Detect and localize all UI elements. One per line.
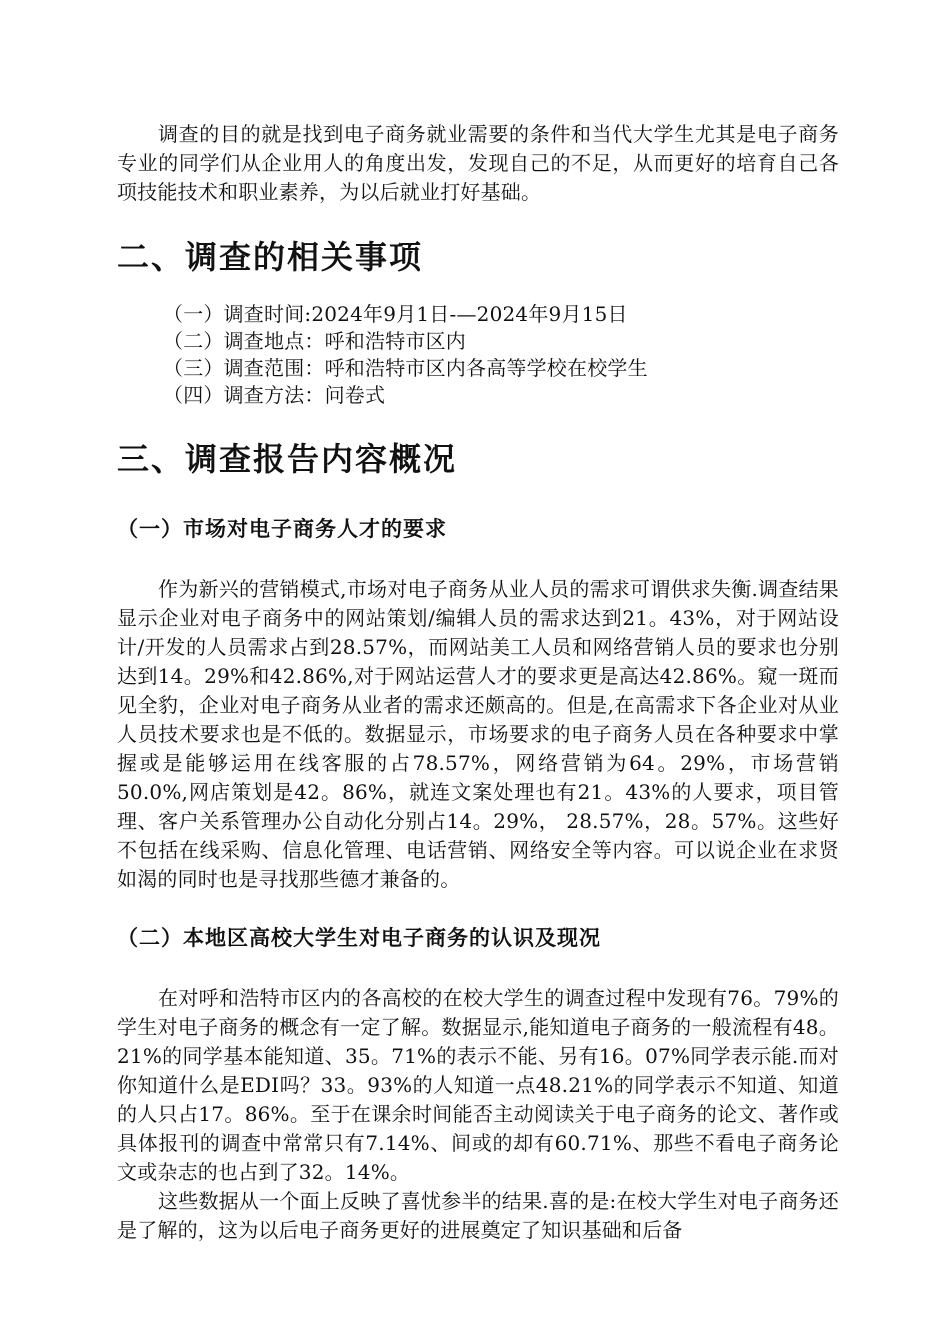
section2-heading: 二、调查的相关事项 bbox=[117, 238, 424, 276]
market-requirements-paragraph: 作为新兴的营销模式,市场对电子商务从业人员的需求可谓供求失衡.调查结果显示企业对电子商务中的网站策划/编辑人员的需求达到21。43%，对于网站设计/开发的人员需求占到28.57%，而网站美工人员和网络营销人员的要求也分别达到14。29%和42.86%,对于网站运营人才的要求更是高达42.86%。窥一斑而见全豹，企业对电子商务从业者的需求还颇高的。但是,在高需求下各企业对从业人员技术要求也是不低的。数据显示，市场要求的电子商务人员在各种要求中掌握或是能够运用在线客服的占78.57%，网络营销为64。29%，市场营销50.0%,网店策划是42。86%，就连文案处理也有21。43%的人要求，项目管理、客户关系管理办公自动化分别占14。29%， 28.57%，28。57%。这些好不包括在线采购、信息化管理、电话营销、网络安全等内容。可以说企业在求贤如渴的同时也是寻找那些德才兼备的。 bbox=[117, 577, 839, 891]
document-page bbox=[117, 120, 839, 1245]
subsection2-heading: （二）本地区高校大学生对电子商务的认识及现况 bbox=[117, 926, 601, 950]
survey-item-time: （一）调查时间:2024年9月1日-—2024年9月15日 bbox=[163, 302, 628, 326]
student-awareness-paragraph: 在对呼和浩特市区内的各高校的在校大学生的调查过程中发现有76。79%的学生对电子商务的概念有一定了解。数据显示,能知道电子商务的一般流程有48。21%的同学基本能知道、35。71%的表示不能、另有16。07%同学表示能.而对你知道什么是EDI吗？33。93%的人知道一点48.21%的同学表示不知道、知道的人只占17。86%。至于在课余时间能否主动阅读关于电子商务的论文、著作或具体报刊的调查中常常只有7.14%、间或的却有60.71%、那些不看电子商务论文或杂志的也占到了32。14%。 bbox=[117, 986, 839, 1184]
subsection1-heading: （一）市场对电子商务人才的要求 bbox=[117, 517, 447, 541]
section3-heading: 三、调查报告内容概况 bbox=[117, 440, 458, 478]
intro-paragraph: 调查的目的就是找到电子商务就业需要的条件和当代大学生尤其是电子商务专业的同学们从企业用人的角度出发，发现自己的不足，从而更好的培育自己各项技能技术和职业素养，为以后就业打好基础。 bbox=[117, 122, 839, 204]
survey-item-method: （四）调查方法：问卷式 bbox=[163, 383, 386, 407]
survey-item-location: （二）调查地点：呼和浩特市区内 bbox=[163, 329, 466, 353]
survey-item-scope: （三）调查范围：呼和浩特市区内各高等学校在校学生 bbox=[163, 356, 648, 380]
survey-items-list bbox=[117, 301, 839, 409]
data-reflection-paragraph: 这些数据从一个面上反映了喜忧参半的结果.喜的是:在校大学生对电子商务还是了解的，这为以后电子商务更好的进展奠定了知识基础和后备 bbox=[117, 1189, 839, 1242]
